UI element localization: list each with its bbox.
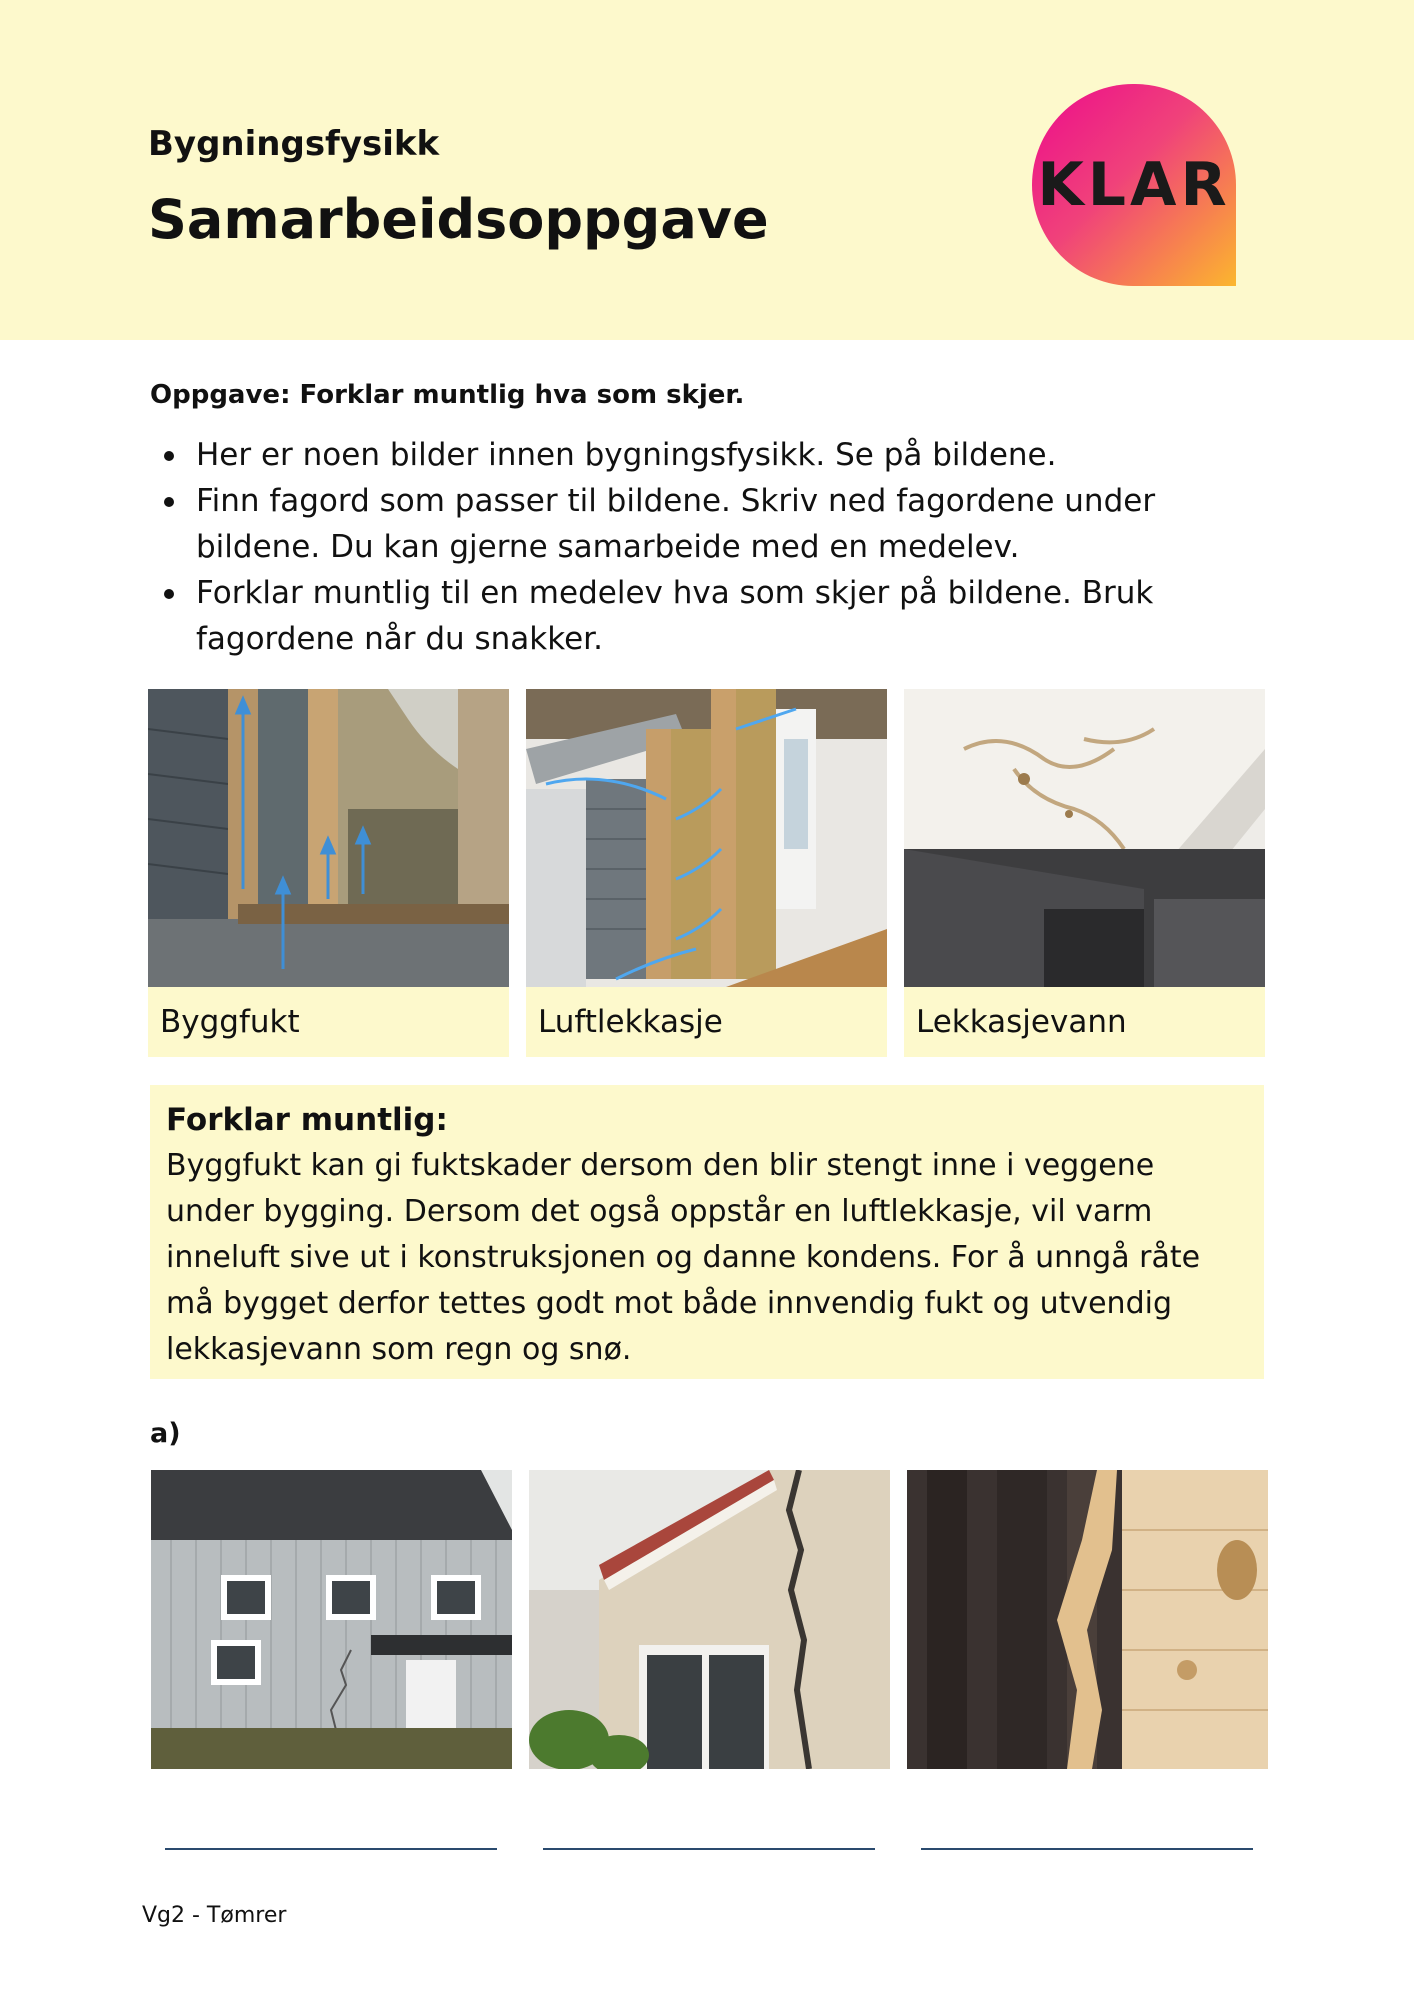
logo-text: KLAR xyxy=(1037,150,1231,220)
example-card-byggfukt xyxy=(148,689,509,1057)
bullet-item: Forklar muntlig til en medelev hva som skjer på bildene. Bruk fagordene når du snakker. xyxy=(160,570,1220,662)
caption-lekkasjevann: Lekkasjevann xyxy=(904,987,1265,1057)
task-heading: Oppgave: Forklar muntlig hva som skjer. xyxy=(150,380,745,410)
ceiling-water-stain-photo xyxy=(904,689,1265,987)
wall-moisture-photo xyxy=(148,689,509,987)
page-title: Samarbeidsoppgave xyxy=(148,188,769,251)
bullet-item: Her er noen bilder innen bygningsfysikk. Se på bildene. xyxy=(160,432,1220,478)
task-bullets xyxy=(160,432,1220,662)
footer-text: Vg2 - Tømrer xyxy=(142,1903,287,1928)
answer-line[interactable] xyxy=(543,1848,875,1850)
answer-line[interactable] xyxy=(921,1848,1253,1850)
klar-logo xyxy=(1032,84,1236,286)
cracked-wall-corner-photo xyxy=(529,1470,890,1769)
split-wood-photo xyxy=(907,1470,1268,1769)
answer-line[interactable] xyxy=(165,1848,497,1850)
subject-title: Bygningsfysikk xyxy=(148,124,440,164)
bullet-item: Finn fagord som passer til bildene. Skriv ned fagordene under bildene. Du kan gjerne samarbeide med en medelev. xyxy=(160,478,1220,570)
section-a-label: a) xyxy=(150,1418,181,1449)
explanation-title: Forklar muntlig: xyxy=(166,1102,448,1138)
example-card-luftlekkasje xyxy=(526,689,887,1057)
air-leak-photo xyxy=(526,689,887,987)
explanation-box xyxy=(150,1085,1264,1379)
caption-byggfukt: Byggfukt xyxy=(148,987,509,1057)
header-band xyxy=(0,0,1414,340)
example-card-lekkasjevann xyxy=(904,689,1265,1057)
cracked-house-photo xyxy=(151,1470,512,1769)
caption-luftlekkasje: Luftlekkasje xyxy=(526,987,887,1057)
explanation-text: Byggfukt kan gi fuktskader dersom den blir stengt inne i veggene under bygging. Dersom det også oppstår en luftlekkasje, vil varm inneluft sive ut i konstruksjonen og danne kondens. For å unngå råte må bygget derfor tettes godt mot både innvendig fukt og utvendig lekkasjevann som regn og snø. xyxy=(166,1148,1201,1367)
